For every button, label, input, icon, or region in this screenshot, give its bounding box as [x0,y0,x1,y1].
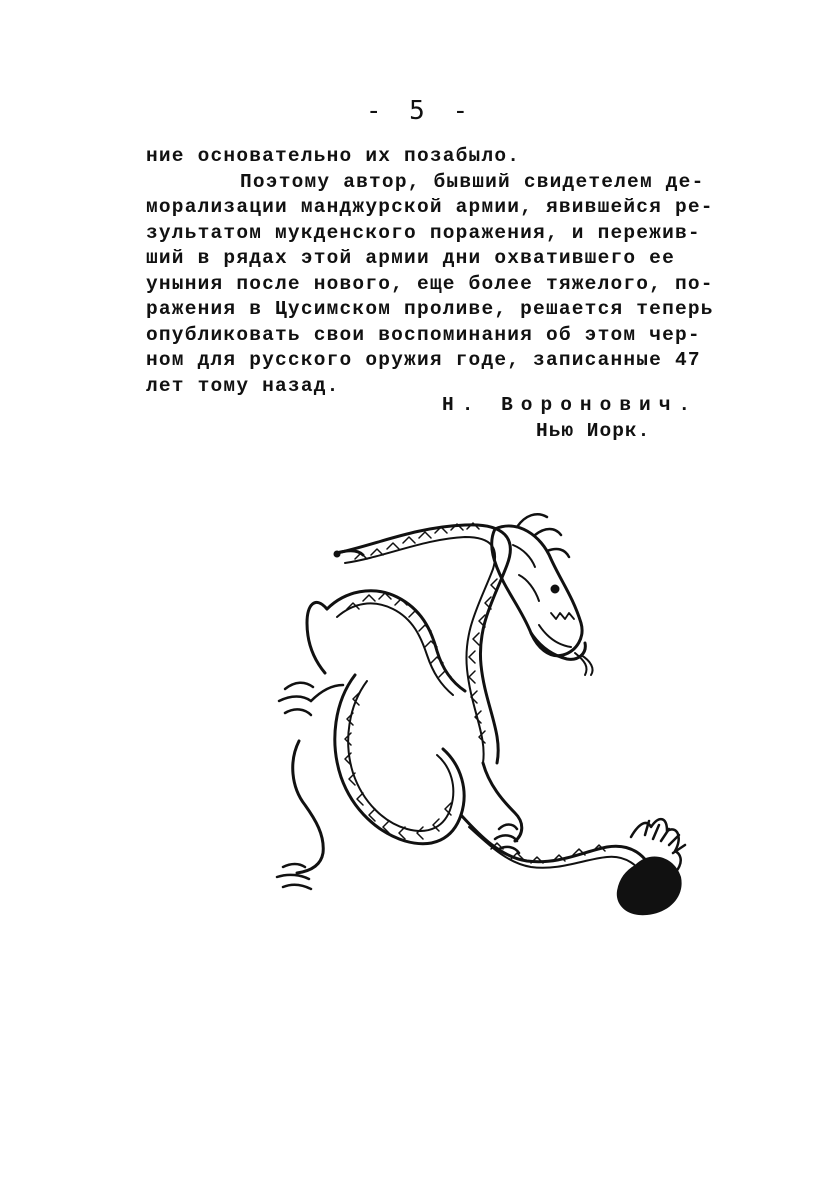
text-line: опубликовать свои воспоминания об этом чер- [146,323,701,346]
signature-place: Нью Иорк. [536,420,651,442]
text-line: ном для русского оружия годе, записанные 47 [146,349,701,371]
body-text [146,144,746,399]
text-line: ший в рядах этой армии дни охватившего ее [146,247,675,269]
text-line: ражения в Цусимском проливе, решается теперь [146,298,714,320]
text-line: уныния после нового, еще более тяжелого, по- [146,272,714,295]
page-number: - 5 - [365,96,475,126]
text-line: зультатом мукденского поражения, и пережив- [146,221,701,244]
text-line: лет тому назад. [146,374,340,397]
signature-name: Н. Воронович. [442,394,699,416]
dragon-illustration [255,505,695,925]
text-line: Поэтому автор, бывший свидетелем де- [240,170,705,193]
text-line: морализации манджурской армии, явившейся ре- [146,196,714,218]
text-line: ние основательно их позабыло. [146,145,521,167]
